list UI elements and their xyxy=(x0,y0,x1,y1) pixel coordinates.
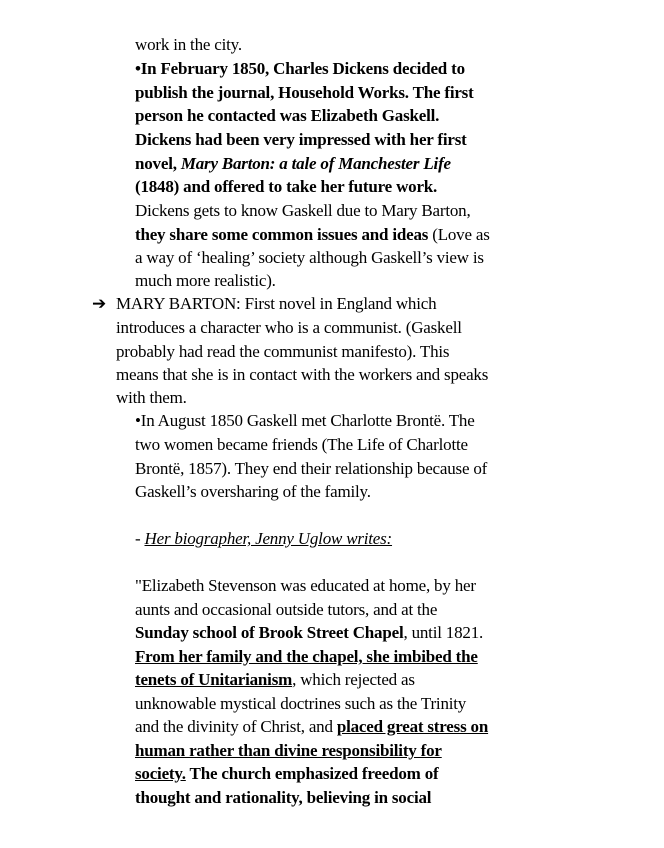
text-line xyxy=(135,527,392,551)
text-line xyxy=(135,57,465,81)
text-line: means that she is in contact with the workers and speaks xyxy=(116,365,489,384)
text-line: "Elizabeth Stevenson was educated at home, by her xyxy=(135,576,476,595)
text-line: two women became friends (The Life of Charlotte xyxy=(135,435,468,454)
bold-underlined-text: human rather than divine responsibility for xyxy=(135,741,442,760)
text-line: Dickens gets to know Gaskell due to Mary Barton, xyxy=(135,201,471,220)
text-line xyxy=(135,104,439,128)
plain-text: , until 1821. xyxy=(403,623,484,642)
plain-text: , which rejected as xyxy=(292,670,415,689)
text-line xyxy=(135,762,438,786)
text-line: introduces a character who is a communist. (Gaskell xyxy=(116,318,462,337)
plain-text: (Love as xyxy=(428,225,490,244)
text-line: aunts and occasional outside tutors, and at the xyxy=(135,600,438,619)
bold-underlined-text: placed great stress on xyxy=(336,717,489,736)
text-line xyxy=(135,175,437,199)
bold-text: publish the journal, Household Works. The first xyxy=(135,83,474,102)
text-line xyxy=(135,645,478,669)
bold-text: (1848) and offered to take her future work. xyxy=(135,177,438,196)
dash-bullet: - xyxy=(135,529,145,548)
text-line xyxy=(135,223,490,247)
plain-text: and the divinity of Christ, and xyxy=(135,717,337,736)
text-line: •In August 1850 Gaskell met Charlotte Brontë. The xyxy=(135,411,475,430)
book-title: Mary Barton: a tale of Manchester Life xyxy=(180,154,451,173)
bold-underlined-text: From her family and the chapel, she imbibed the xyxy=(135,647,478,666)
bold-text: thought and rationality, believing in social xyxy=(135,788,432,807)
text-line xyxy=(135,81,474,105)
text-line: a way of ‘healing’ society although Gaskell’s view is xyxy=(135,248,484,267)
text-line: much more realistic). xyxy=(135,271,276,290)
text-line: with them. xyxy=(116,388,187,407)
text-line: MARY BARTON: First novel in England which xyxy=(116,294,437,313)
text-line: probably had read the communist manifesto). This xyxy=(116,342,450,361)
biographer-heading: Her biographer, Jenny Uglow writes: xyxy=(144,529,393,548)
bold-underlined-text: tenets of Unitarianism xyxy=(135,670,293,689)
arrow-bullet-icon: ➔ xyxy=(92,294,107,313)
bold-text: they share some common issues and ideas xyxy=(135,225,429,244)
text-line: Gaskell’s oversharing of the family. xyxy=(135,482,371,501)
text-line: unknowable mystical doctrines such as the Trinity xyxy=(135,694,467,713)
text-line xyxy=(135,668,415,692)
bold-underlined-text: society. xyxy=(135,764,186,783)
bold-text: Dickens had been very impressed with her first xyxy=(135,130,467,149)
text-line xyxy=(135,152,451,176)
bold-text: person he contacted was Elizabeth Gaskell. xyxy=(135,106,440,125)
text-line: work in the city. xyxy=(135,35,242,54)
bold-text: •In February 1850, Charles Dickens decided to xyxy=(135,59,465,78)
text-line xyxy=(135,739,442,763)
bold-text: novel, xyxy=(135,154,181,173)
text-line: Brontë, 1857). They end their relationship because of xyxy=(135,459,488,478)
bold-text: The church emphasized freedom of xyxy=(185,764,439,783)
text-line xyxy=(135,128,467,152)
text-line xyxy=(135,621,483,645)
text-line xyxy=(135,786,431,810)
bold-text: Sunday school of Brook Street Chapel xyxy=(135,623,404,642)
text-line xyxy=(135,715,488,739)
